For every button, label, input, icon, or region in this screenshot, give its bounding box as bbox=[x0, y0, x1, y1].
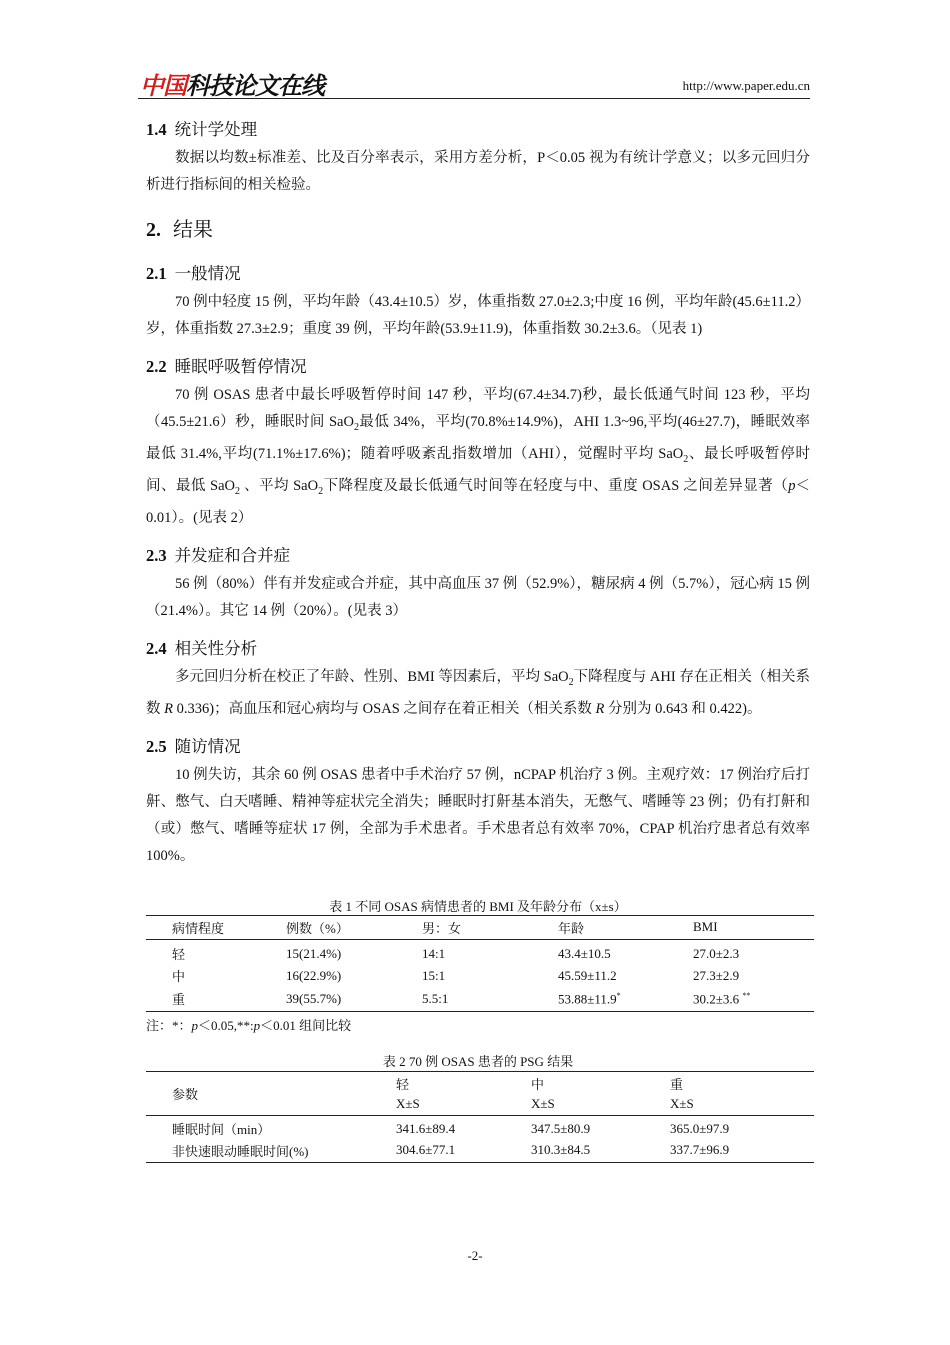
section-paragraph-2-1: 70 例中轻度 15 例，平均年龄（43.4±10.5）岁，体重指数 27.0±2.3;中度 16 例，平均年龄(45.6±11.2）岁，体重指数 27.3±2.9；重度 39 例，平均年龄(53.9±11.9)，体重指数 30.2±3.6。（见表 1) bbox=[146, 294, 810, 337]
table2-caption: 表 2 70 例 OSAS 患者的 PSG 结果 bbox=[382, 1053, 574, 1069]
page-header bbox=[138, 62, 810, 99]
section-paragraph-2-3: 56 例（80%）伴有并发症或合并症，其中高血压 37 例（52.9%），糖尿病 4 例（5.7%），冠心病 15 例（21.4%）。其它 14 例（20%）。(见表 3） bbox=[146, 575, 810, 619]
table-row: 非快速眼动睡眠时间(%) 304.6±77.1 310.3±84.5 337.7±96.9 bbox=[172, 1142, 730, 1159]
table2-param-label: 参数 bbox=[146, 1071, 396, 1115]
table-row: 重 39(55.7%) 5.5:1 53.88±11.9* 30.2±3.6 ** bbox=[172, 990, 751, 1008]
site-url[interactable]: http://www.paper.edu.cn bbox=[682, 78, 810, 93]
section-paragraph-1-4: 数据以均数±标准差、比及百分率表示，采用方差分析，P＜0.05 视为有统计学意义；以多元回归分析进行指标间的相关检验。 bbox=[146, 150, 810, 193]
table-row: 中 16(22.9%) 15:1 45.59±11.2 27.3±2.9 bbox=[172, 967, 740, 985]
section-heading-2: 2. 结果 bbox=[146, 219, 213, 241]
section-heading-2-1: 2.1 一般情况 bbox=[146, 264, 241, 283]
section-heading-2-5: 2.5 随访情况 bbox=[146, 736, 241, 756]
article-body bbox=[146, 112, 810, 1163]
table-row: 睡眠时间（min） 341.6±89.4 347.5±80.9 365.0±97.9 bbox=[172, 1120, 730, 1138]
section-paragraph-2-5: 10 例失访，其余 60 例 OSAS 患者中手术治疗 57 例，nCPAP 机治疗 3 例。主观疗效：17 例治疗后打鼾、憋气、白天嗜睡、精神等症状完全消失；睡眠时打鼾基本消失，无憋气、嗜睡等 23 例；仍有打鼾和（或）憋气、嗜睡等症状 17 例，全部为手术患者。手术患者总有效率 70%，CPAP 机治疗患者总有效率 100%。 bbox=[146, 766, 810, 864]
section-heading-2-4: 2.4 相关性分析 bbox=[146, 638, 258, 658]
table1-caption: 表 1 不同 OSAS 病情患者的 BMI 及年龄分布（x±s） bbox=[329, 898, 627, 914]
table1 bbox=[146, 915, 814, 1012]
section-heading-2-3: 2.3 并发症和合并症 bbox=[146, 545, 291, 565]
section-paragraph-2-4: 多元回归分析在校正了年龄、性别、BMI 等因素后，平均 SaO$_2$下降程度与 AHI 存在正相关（相关系数 R 0.336)；高血压和冠心病均与 OSAS 之间存在着正相关（相关系数 R 分别为 0.643 和 0.422)。 bbox=[146, 668, 810, 717]
table-row: 轻 15(21.4%) 14:1 43.4±10.5 27.0±2.3 bbox=[172, 945, 740, 963]
site-logo: 中国科技论文在线 bbox=[140, 72, 324, 100]
section-paragraph-2-2: 70 例 OSAS 患者中最长呼吸暂停时间 147 秒，平均(67.4±34.7)秒，最长低通气时间 123 秒，平均（45.5±21.6）秒，睡眠时间 SaO$_2$最低 34%，平均(70.8%±14.9%)，AHI 1.3~96,平均(46±27.7)，睡眠效率最低 31.4%,平均(71.1%±17.6%)；随着呼吸紊乱指数增加（AHI），觉醒时平均 SaO$_2$、最长呼吸暂停时间、最低 SaO$_2$ 、平均 SaO$_2$下降程度及最长低通气时间等在轻度与中、重度 OSAS 之间差异显著（p＜0.01）。(见表 2） bbox=[146, 387, 810, 526]
page-number: -2- bbox=[467, 1248, 483, 1263]
section-heading-1-4: 1.4 统计学处理 bbox=[146, 120, 258, 139]
table1-header-row: 病情程度 例数（%） 男：女 年龄 BMI bbox=[146, 915, 814, 939]
table1-note: 注：*：p＜0.05,**:p＜0.01 组间比较 bbox=[146, 1017, 352, 1033]
table2: 参数 轻 中 重 X±S X±S X±S 睡眠时间（min） 341.6±89.4 347.5±80.9 365.0±97.9 非快速眼动睡眠时间(%) 304.6±77.1 310.3±84.5 337.7±96.9 bbox=[146, 1071, 814, 1163]
section-heading-2-2: 2.2 睡眠呼吸暂停情况 bbox=[146, 357, 307, 376]
